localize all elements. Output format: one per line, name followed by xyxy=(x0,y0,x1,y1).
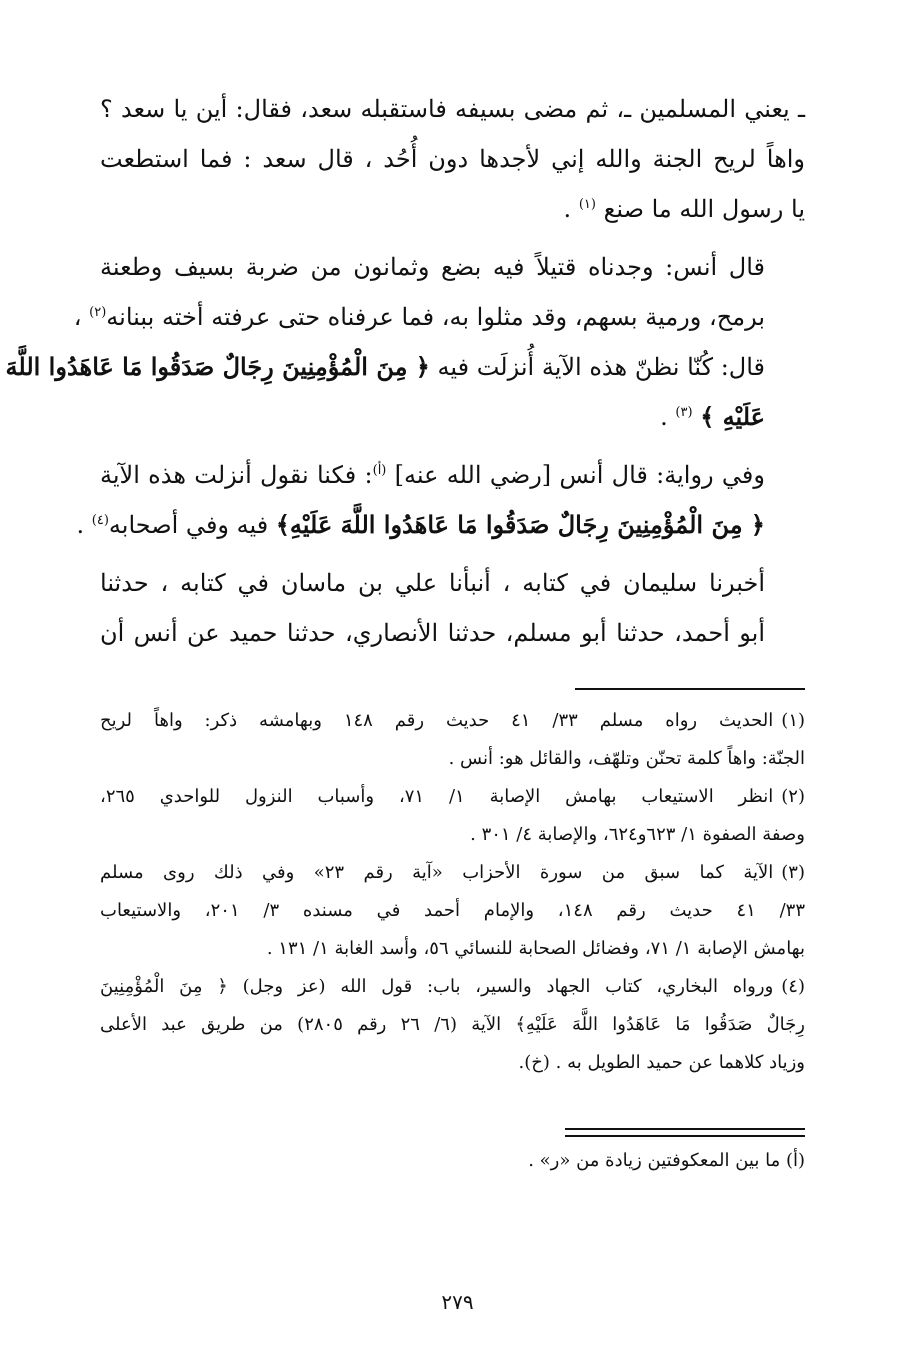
footnote-separator xyxy=(575,688,805,690)
quran-verse: عَلَيْهِ ﴾ xyxy=(700,402,765,431)
text-line: أبو أحمد، حدثنا أبو مسلم، حدثنا الأنصاري، حدثنا حميد عن أنس أن xyxy=(100,619,765,647)
variant-note-text: ما بين المعكوفتين زيادة من «ر» . xyxy=(528,1150,781,1171)
text-line: واهاً لريح الجنة والله إني لأجدها دون أُحُد ، قال سعد : فما استطعت xyxy=(100,145,806,173)
footnote-number: (٤) xyxy=(781,976,805,997)
text-line: ٣٣/ ٤١ حديث رقم ١٤٨، والإمام أحمد في مسنده ٣/ ٢٠١، والاستيعاب xyxy=(100,900,806,921)
paragraph-2 xyxy=(5,242,805,442)
text-segment: الآية كما سبق من سورة الأحزاب «آية رقم ٢٣» وفي ذلك روى مسلم xyxy=(100,862,774,883)
text-segment: الحديث رواه مسلم ٣٣/ ٤١ حديث رقم ١٤٨ وبهامشه ذكر: واهاً لريح xyxy=(100,710,774,731)
text-line xyxy=(100,778,805,816)
variant-note-number: (أ) xyxy=(785,1150,805,1171)
variant-note xyxy=(100,1142,805,1180)
punctuation: . xyxy=(76,511,85,539)
text-segment: قال: كُنّا نظنّ هذه الآية أُنزلَت فيه xyxy=(437,353,765,381)
page-number: ٢٧٩ xyxy=(441,1290,474,1314)
text-line xyxy=(100,702,805,740)
footnote-2 xyxy=(100,778,805,854)
footnote-ref[interactable]: (٣) xyxy=(675,405,693,420)
text-line xyxy=(5,342,765,392)
footnote-3 xyxy=(100,854,805,968)
footnote-number: (٣) xyxy=(781,862,805,883)
text-segment: : فكنا نقول أنزلت هذه الآية xyxy=(100,461,373,489)
text-segment: ورواه البخاري، كتاب الجهاد والسير، باب: قول الله (عز وجل) ﴿ مِنَ الْمُؤْمِنِينَ xyxy=(100,976,774,997)
quran-verse: ﴿ مِنَ الْمُؤْمِنِينَ رِجَالٌ صَدَقُوا مَا عَاهَدُوا اللَّهَ عَلَيْهِ﴾ xyxy=(275,510,765,539)
text-line xyxy=(76,500,765,550)
footnote-ref[interactable]: (٢) xyxy=(89,305,107,320)
quran-verse: ﴿ مِنَ الْمُؤْمِنِينَ رِجَالٌ صَدَقُوا مَا عَاهَدُوا اللَّهَ xyxy=(5,352,430,381)
punctuation: . xyxy=(563,195,572,223)
text-line xyxy=(100,968,805,1006)
text-segment: وفي رواية: قال أنس [رضي الله عنه] xyxy=(394,461,765,489)
text-line: بهامش الإصابة ١/ ٧١، وفضائل الصحابة للنسائي ٥٦، وأسد الغابة ١/ ١٣١ . xyxy=(266,938,805,959)
footnote-ref[interactable]: (أ) xyxy=(372,463,387,478)
text-line: قال أنس: وجدناه قتيلاً فيه بضع وثمانون من ضربة بسيف وطعنة xyxy=(100,253,766,281)
punctuation: ، xyxy=(73,303,82,331)
footnote-1 xyxy=(100,702,805,778)
text-line: وصفة الصفوة ١/ ٦٢٣و٦٢٤، والإصابة ٤/ ٣٠١ . xyxy=(470,824,805,845)
text-segment: انظر الاستيعاب بهامش الإصابة ١/ ٧١، وأسباب النزول للواحدي ٢٦٥، xyxy=(100,786,774,807)
text-line: رِجَالٌ صَدَقُوا مَا عَاهَدُوا اللَّهَ عَلَيْهِ﴾ الآية (٦/ ٢٦ رقم ٢٨٠٥) من طريق عبد الأعلى xyxy=(100,1014,805,1035)
footnote-ref[interactable]: (٤) xyxy=(91,513,109,528)
text-segment: يا رسول الله ما صنع xyxy=(603,195,805,223)
text-line: ـ يعني المسلمين ـ، ثم مضى بسيفه فاستقبله سعد، فقال: أين يا سعد ؟ xyxy=(100,95,805,123)
text-line xyxy=(73,292,765,342)
footnote-4 xyxy=(100,968,805,1082)
variant-note-separator xyxy=(565,1128,805,1137)
text-line xyxy=(100,854,805,892)
footnote-number: (٢) xyxy=(781,786,805,807)
footnote-ref[interactable]: (١) xyxy=(578,197,596,212)
text-line: الجنّة: واهاً كلمة تحنّن وتلهّف، والقائل هو: أنس . xyxy=(448,748,805,769)
text-line xyxy=(100,184,805,234)
text-segment: فيه وفي أصحابه xyxy=(108,511,269,539)
text-line xyxy=(100,450,765,500)
text-line: أخبرنا سليمان في كتابه ، أنبأنا علي بن ماسان في كتابه ، حدثنا xyxy=(100,569,765,597)
punctuation: . xyxy=(660,403,668,431)
main-text xyxy=(5,84,806,666)
footnote-number: (١) xyxy=(781,710,806,731)
text-line: وزياد كلاهما عن حميد الطويل به . (خ). xyxy=(518,1052,805,1073)
text-line xyxy=(100,392,765,442)
paragraph-1 xyxy=(100,84,805,234)
footnotes xyxy=(100,702,805,1082)
text-segment: برمح، ورمية بسهم، وقد مثلوا به، فما عرفناه حتى عرفته أخته ببنانه xyxy=(106,303,765,331)
paragraph-4 xyxy=(100,558,805,658)
paragraph-3 xyxy=(76,450,805,550)
